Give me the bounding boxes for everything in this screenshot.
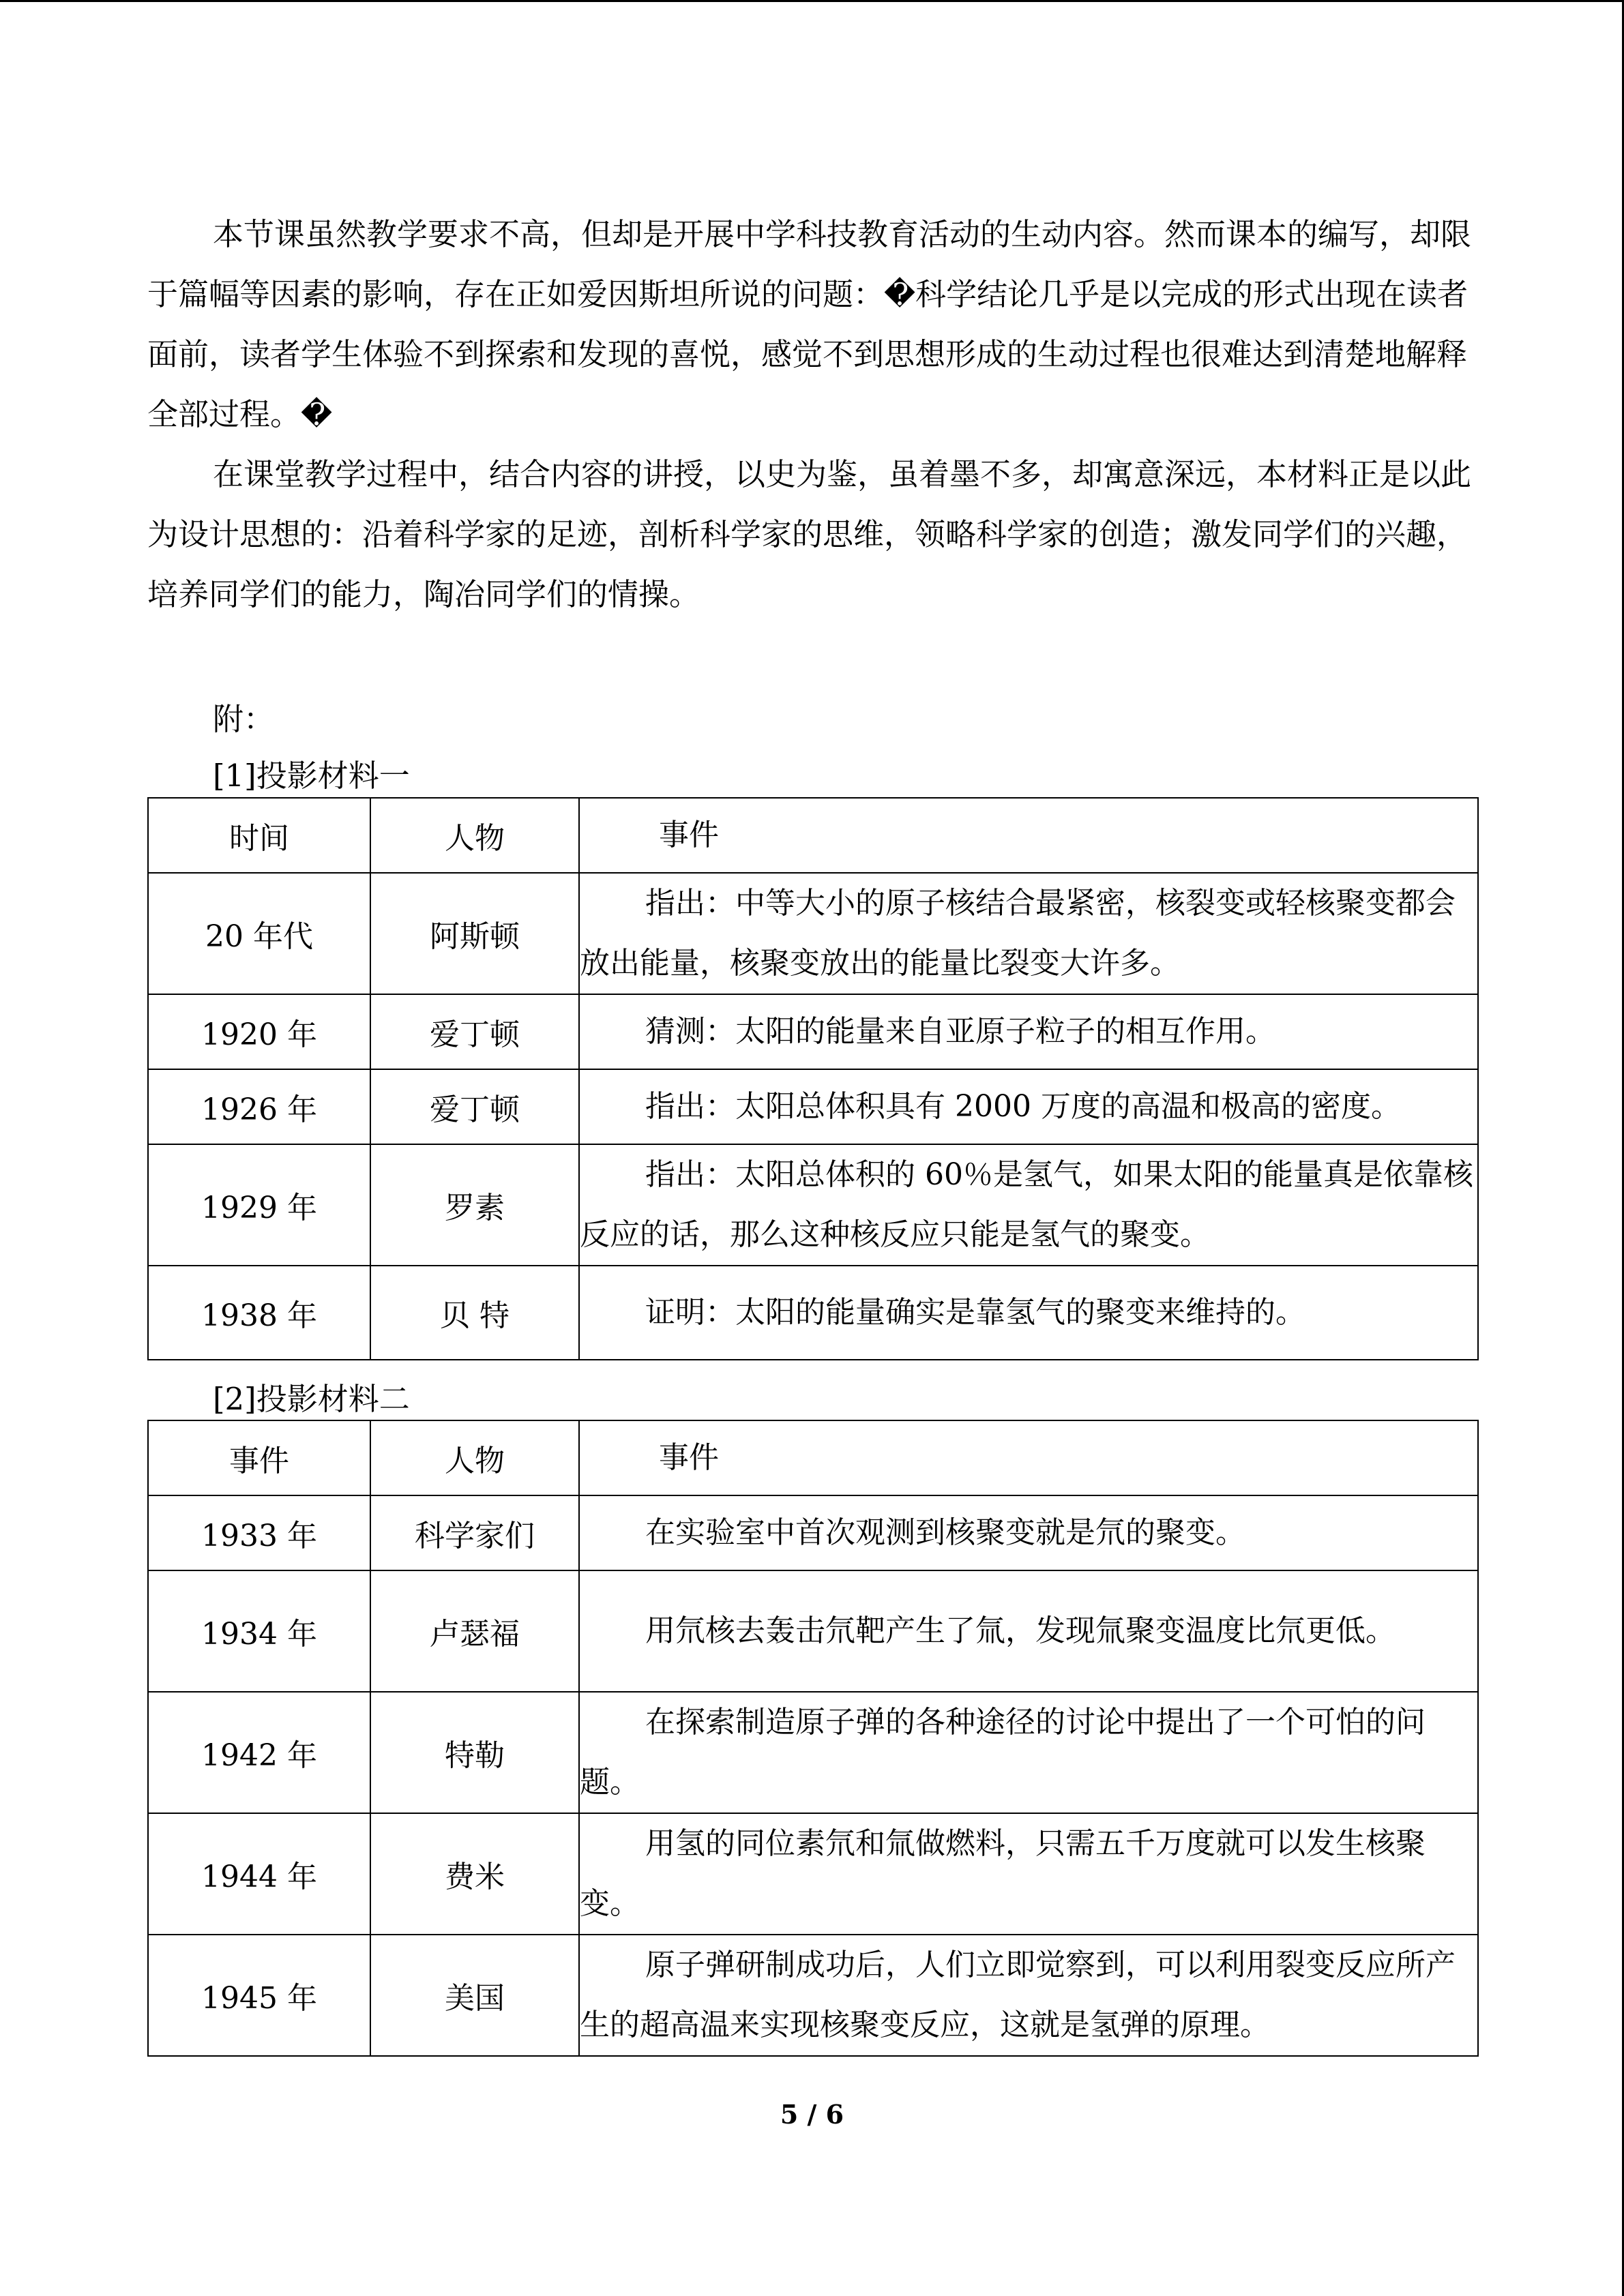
- table-row: [148, 994, 1478, 1069]
- table-row: [148, 1266, 1478, 1360]
- row-event: 在实验室中首次观测到核聚变就是氘的聚变。: [645, 1515, 1245, 1550]
- table1-header-person: 人物: [370, 798, 579, 873]
- row-event-cell: [579, 1069, 1478, 1144]
- row-person: 阿斯顿: [370, 873, 579, 994]
- row-time: 1938 年: [148, 1266, 370, 1360]
- table1: [147, 797, 1479, 1360]
- row-event: 指出：太阳总体积具有 2000 万度的高温和极高的密度。: [645, 1089, 1401, 1124]
- row-event-cell: [579, 1144, 1478, 1266]
- row-person: 罗素: [370, 1144, 579, 1266]
- table-row: [148, 1495, 1478, 1570]
- table-row: [148, 1935, 1478, 2056]
- table-row: [148, 1570, 1478, 1692]
- row-person: 卢瑟福: [370, 1570, 579, 1692]
- row-event: 指出：太阳总体积的 60％是氢气，如果太阳的能量真是依靠核反应的话，那么这种核反应只能是氢气的聚变。: [580, 1157, 1473, 1252]
- table-row: [148, 1692, 1478, 1813]
- table2-header-event: 事件: [579, 1420, 1478, 1495]
- row-time: 1944 年: [148, 1813, 370, 1935]
- row-time: 1926 年: [148, 1069, 370, 1144]
- row-person: 费米: [370, 1813, 579, 1935]
- row-person: 爱丁顿: [370, 994, 579, 1069]
- row-event: 在探索制造原子弹的各种途径的讨论中提出了一个可怕的问题。: [580, 1705, 1426, 1800]
- table-row: [148, 1069, 1478, 1144]
- row-person: 爱丁顿: [370, 1069, 579, 1144]
- row-person: 贝 特: [370, 1266, 579, 1360]
- row-event: 用氢的同位素氘和氚做燃料，只需五千万度就可以发生核聚变。: [580, 1826, 1426, 1921]
- row-time: 1942 年: [148, 1692, 370, 1813]
- row-time: 20 年代: [148, 873, 370, 994]
- table-row: [148, 873, 1478, 994]
- table2-header-time: 事件: [148, 1420, 370, 1495]
- table1-caption: [1]投影材料一: [213, 758, 410, 794]
- row-event: 原子弹研制成功后，人们立即觉察到，可以利用裂变反应所产生的超高温来实现核聚变反应，这就是氢弹的原理。: [580, 1948, 1456, 2042]
- page-top-border: [0, 0, 1624, 2]
- row-event-cell: [579, 1266, 1478, 1360]
- row-person: 美国: [370, 1935, 579, 2056]
- table-row: [148, 1813, 1478, 1935]
- row-event-cell: [579, 1813, 1478, 1935]
- row-time: 1933 年: [148, 1495, 370, 1570]
- row-event-cell: [579, 994, 1478, 1069]
- row-time: 1929 年: [148, 1144, 370, 1266]
- table1-header-row: [148, 798, 1478, 873]
- row-event-cell: [579, 1935, 1478, 2056]
- table-row: [148, 1144, 1478, 1266]
- row-event-cell: [579, 1495, 1478, 1570]
- table2: [147, 1420, 1479, 2057]
- table1-header-time: 时间: [148, 798, 370, 873]
- row-person: 科学家们: [370, 1495, 579, 1570]
- row-time: 1945 年: [148, 1935, 370, 2056]
- row-time: 1920 年: [148, 994, 370, 1069]
- row-time: 1934 年: [148, 1570, 370, 1692]
- intro-paragraph-2: 在课堂教学过程中，结合内容的讲授，以史为鉴，虽着墨不多，却寓意深远，本材料正是以此为设计思想的：沿着科学家的足迹，剖析科学家的思维，领略科学家的创造；激发同学们的兴趣，培养同学们的能力，陶冶同学们的情操。: [147, 456, 1472, 612]
- row-event: 猜测：太阳的能量来自亚原子粒子的相互作用。: [645, 1014, 1275, 1049]
- page-number: 5 / 6: [780, 2099, 844, 2130]
- appendix-label: 附：: [213, 701, 275, 737]
- row-event-cell: [579, 873, 1478, 994]
- row-event: 用氘核去轰击氘靶产生了氚，发现氚聚变温度比氘更低。: [645, 1613, 1396, 1648]
- table2-caption: [2]投影材料二: [213, 1381, 410, 1417]
- row-event-cell: [579, 1692, 1478, 1813]
- row-event: 指出：中等大小的原子核结合最紧密，核裂变或轻核聚变都会放出能量，核聚变放出的能量比裂变大许多。: [580, 886, 1456, 981]
- table2-header-row: [148, 1420, 1478, 1495]
- row-event: 证明：太阳的能量确实是靠氢气的聚变来维持的。: [645, 1295, 1305, 1330]
- table2-header-person: 人物: [370, 1420, 579, 1495]
- table1-header-event: 事件: [579, 798, 1478, 873]
- row-event-cell: [579, 1570, 1478, 1692]
- intro-paragraph-1: 本节课虽然教学要求不高，但却是开展中学科技教育活动的生动内容。然而课本的编写，却限于篇幅等因素的影响，存在正如爱因斯坦所说的问题：�科学结论几乎是以完成的形式出现在读者面前，读者学生体验不到探索和发现的喜悦，感觉不到思想形成的生动过程也很难达到清楚地解释全部过程。�: [147, 216, 1472, 432]
- row-person: 特勒: [370, 1692, 579, 1813]
